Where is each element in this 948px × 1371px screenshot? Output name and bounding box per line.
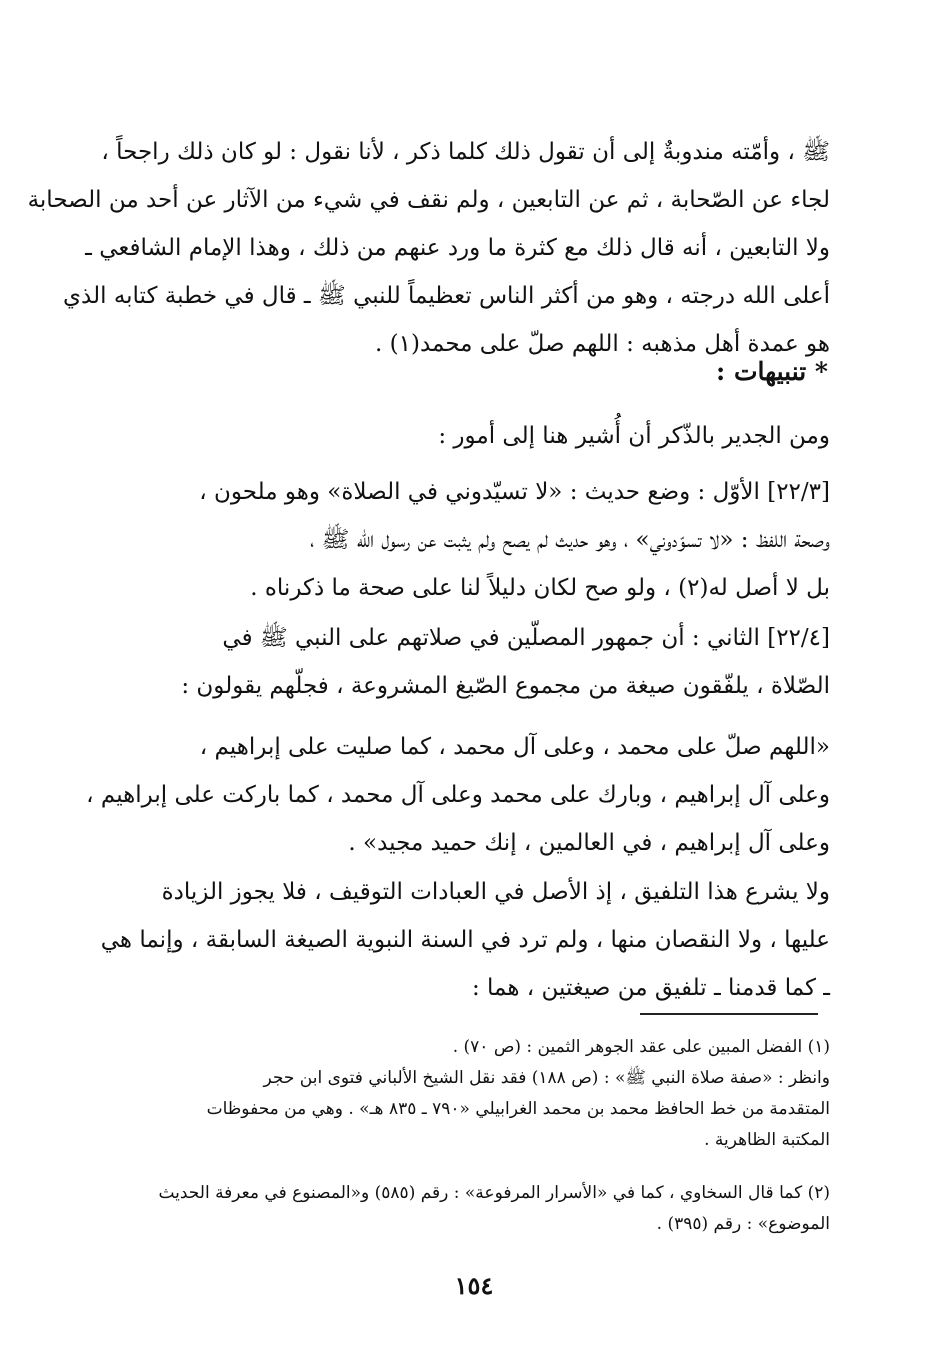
- text-line: أعلى الله درجته ، وهو من أكثر الناس تعظيماً للنبي ﷺ ـ قال في خطبة كتابه الذي: [63, 283, 830, 309]
- text-line: ـ كما قدمنا ـ تلفيق من صيغتين ، هما :: [471, 975, 830, 1001]
- text-line: الصّلاة ، يلفّقون صيغة من مجموع الصّيغ المشروعة ، فجلّهم يقولون :: [181, 673, 830, 699]
- text-line: بل لا أصل له(٢) ، ولو صح لكان دليلاً لنا على صحة ما ذكرناه .: [250, 575, 830, 601]
- paragraph-conclusion: [100, 868, 830, 1012]
- footnote-line: المكتبة الظاهرية .: [704, 1130, 830, 1150]
- footnote-line: وانظر : «صفة صلاة النبي ﷺ» : (ص ١٨٨) فقد نقل الشيخ الألباني فتوى ابن حجر: [263, 1068, 830, 1088]
- paragraph-first-note: [110, 468, 830, 612]
- footnote-line: المتقدمة من خط الحافظ محمد بن محمد الغرابيلي «٧٩٠ ـ ٨٣٥ هـ» . وهي من محفوظات: [206, 1099, 830, 1119]
- footnote-line: الموضوع» : رقم (٣٩٥) .: [656, 1214, 830, 1234]
- text-line: وعلى آل إبراهيم ، وبارك على محمد وعلى آل محمد ، كما باركت على إبراهيم ،: [86, 782, 830, 808]
- section-heading: * تنبيهات :: [716, 357, 828, 386]
- text-line: ﷺ ، وأمّته مندوبةٌ إلى أن تقول ذلك كلما ذكر ، لأنا نقول : لو كان ذلك راجحاً ،: [101, 139, 830, 165]
- text-line: ولا التابعين ، أنه قال ذلك مع كثرة ما ورد عنهم من ذلك ، وهذا الإمام الشافعي ـ: [85, 235, 830, 261]
- text-line: [٢٢/٤] الثاني : أن جمهور المصلّين في صلاتهم على النبي ﷺ في: [222, 625, 830, 651]
- footnote-line: (١) الفضل المبين على عقد الجوهر الثمين : (ص ٧٠) .: [452, 1037, 830, 1057]
- footnote-2: [110, 1178, 830, 1240]
- text-line: هو عمدة أهل مذهبه : اللهم صلّ على محمد(١) .: [375, 331, 830, 357]
- text-line: «اللهم صلّ على محمد ، وعلى آل محمد ، كما صليت على إبراهيم ،: [199, 734, 830, 760]
- paragraph-lead: [110, 412, 830, 460]
- text-line: [٢٢/٣] الأوّل : وضع حديث : «لا تسيّدوني في الصلاة» وهو ملحون ،: [199, 479, 830, 505]
- paragraph-quote: [86, 723, 830, 867]
- text-line: ولا يشرع هذا التلفيق ، إذ الأصل في العبادات التوقيف ، فلا يجوز الزيادة: [161, 879, 830, 905]
- footnote-line: (٢) كما قال السخاوي ، كما في «الأسرار المرفوعة» : رقم (٥٨٥) و«المصنوع في معرفة الحديث: [158, 1183, 830, 1203]
- text-line: لجاء عن الصّحابة ، ثم عن التابعين ، ولم نقف في شيء من الآثار عن أحد من الصحابة: [27, 187, 830, 213]
- page-number: ١٥٤: [454, 1271, 494, 1300]
- footnote-1: [110, 1032, 830, 1156]
- footnote-divider: [640, 1013, 818, 1015]
- text-line: وعلى آل إبراهيم ، في العالمين ، إنك حميد مجيد» .: [348, 830, 830, 856]
- text-line: عليها ، ولا النقصان منها ، ولم ترد في السنة النبوية الصيغة السابقة ، وإنما هي: [100, 927, 830, 953]
- text-line: ومن الجدير بالذّكر أن أُشير هنا إلى أمور :: [438, 423, 830, 449]
- text-line: وصحة اللفظ : «لا تسوّدوني» ، وهو حديث لم يصح ولم يثبت عن رسول الله ﷺ ،: [309, 527, 830, 553]
- paragraph-intro: [27, 128, 830, 368]
- paragraph-second-note: [110, 614, 830, 710]
